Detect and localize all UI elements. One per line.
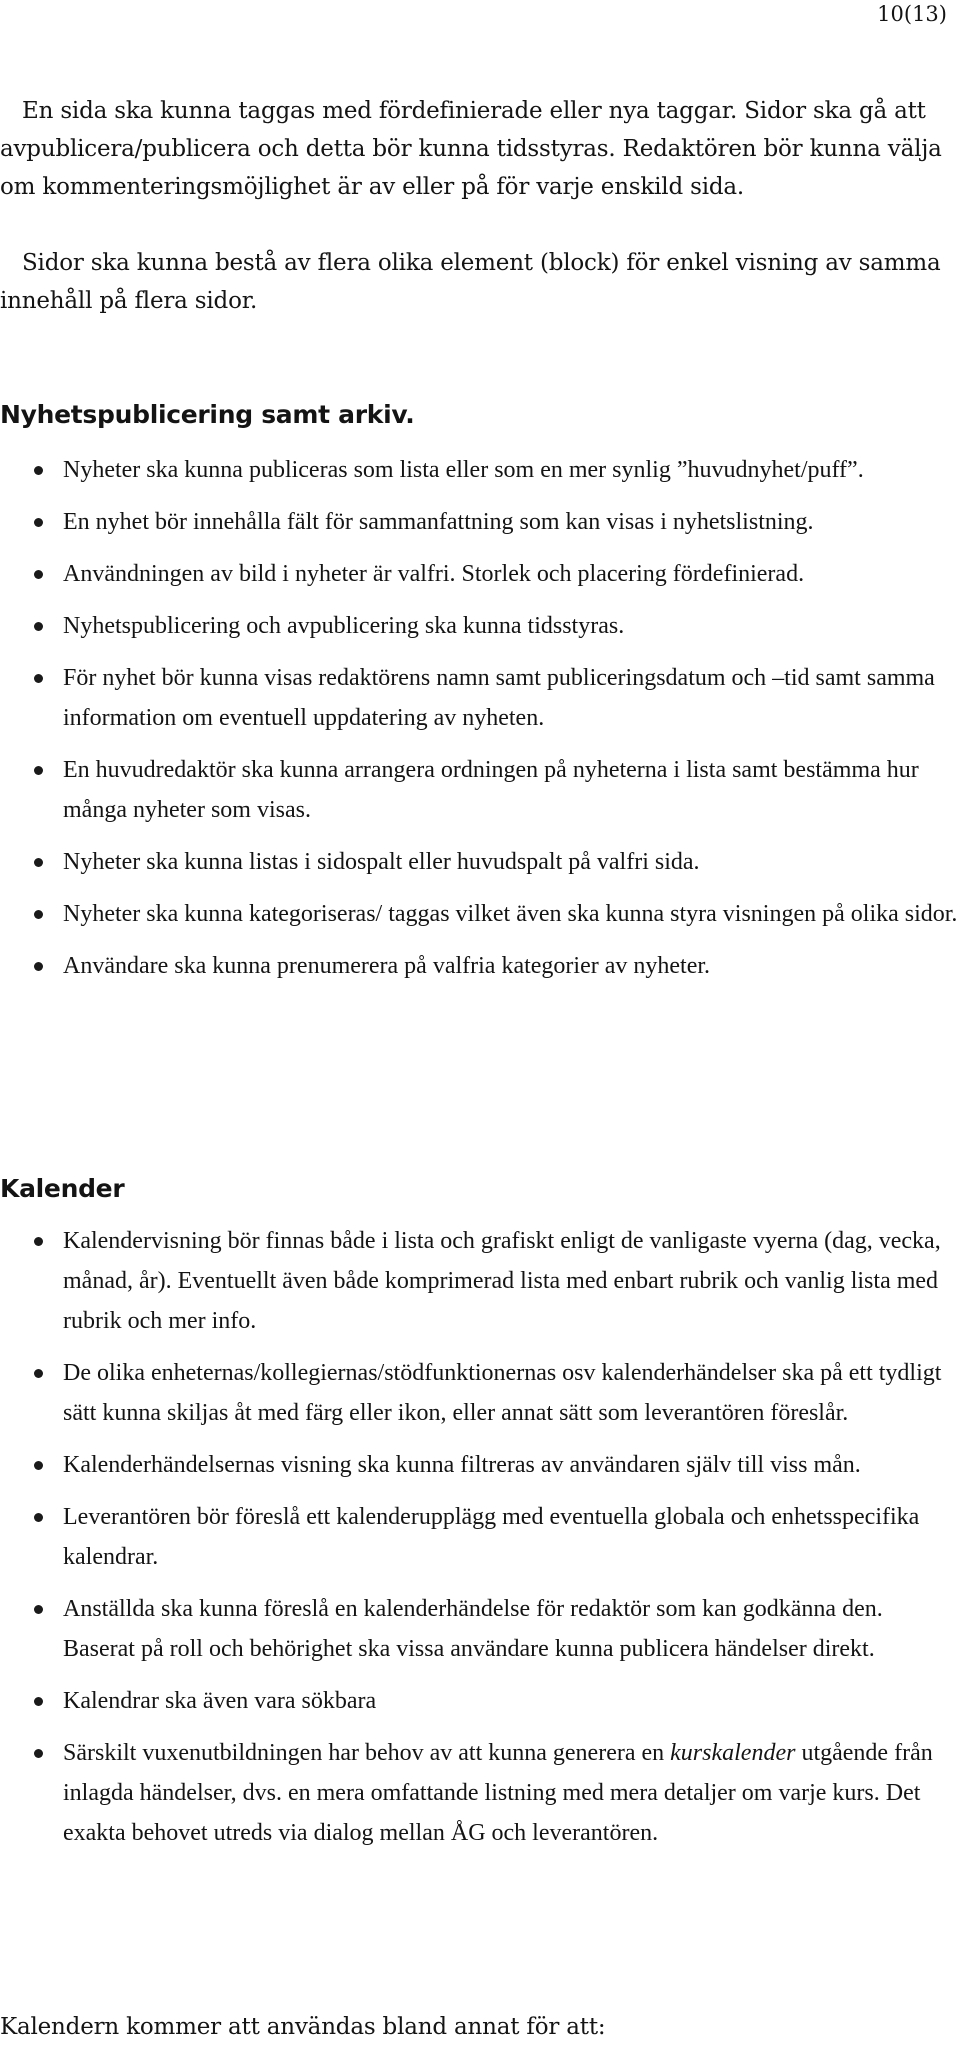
list-item [0, 1445, 958, 1485]
list-item-text: Kalenderhändelsernas visning ska kunna filtreras av användaren själv till viss mån. [63, 1452, 861, 1478]
list-item [0, 842, 958, 882]
bullet-icon [34, 910, 43, 919]
bullet-icon [34, 962, 43, 971]
list-item-text: Nyheter ska kunna listas i sidospalt eller huvudspalt på valfri sida. [63, 849, 700, 875]
calendar-section-heading: Kalender [0, 1174, 125, 1203]
bullet-icon [34, 466, 43, 475]
bullet-icon [34, 858, 43, 867]
list-item [0, 1681, 958, 1721]
list-item-text: Nyheter ska kunna publiceras som lista eller som en mer synlig ”huvudnyhet/puff”. [63, 457, 864, 483]
list-item-text: Användare ska kunna prenumerera på valfria kategorier av nyheter. [63, 953, 711, 979]
news-section-heading: Nyhetspublicering samt arkiv. [0, 400, 415, 429]
list-item [0, 1733, 958, 1853]
intro-paragraph-1: En sida ska kunna taggas med fördefinierade eller nya taggar. Sidor ska gå att avpublicera/publicera och detta bör kunna tidsstyras. Redaktören bör kunna välja om kommenteringsmöjlighet är av eller på för varje enskild sida. [0, 98, 942, 200]
bullet-icon [34, 766, 43, 775]
list-item [0, 946, 958, 986]
list-item-text: Kalendervisning bör finnas både i lista och grafiskt enligt de vanligaste vyerna (dag, vecka, månad, år). Eventuellt även både komprimerad lista med enbart rubrik och vanlig lista med rubrik och mer info. [63, 1228, 941, 1334]
list-item-text: Nyhetspublicering och avpublicering ska kunna tidsstyras. [63, 613, 625, 639]
list-item [0, 1589, 958, 1669]
list-item-text: Anställda ska kunna föreslå en kalenderhändelse för redaktör som kan godkänna den. Baserat på roll och behörighet ska vissa användare kunna publicera händelser direkt. [63, 1596, 883, 1662]
bullet-icon [34, 1605, 43, 1614]
list-item [0, 1497, 958, 1577]
bullet-icon [34, 1461, 43, 1470]
bullet-icon [34, 1697, 43, 1706]
kurskalender-emphasis: kurskalender [670, 1740, 796, 1766]
closing-line: Kalendern kommer att användas bland annat för att: [0, 2014, 606, 2040]
page-number: 10(13) [877, 2, 947, 26]
list-item [0, 450, 958, 490]
list-item [0, 750, 958, 830]
bullet-icon [34, 1237, 43, 1246]
list-item-text: Nyheter ska kunna kategoriseras/ taggas vilket även ska kunna styra visningen på olika sidor. [63, 901, 958, 927]
list-item [0, 658, 958, 738]
bullet-icon [34, 674, 43, 683]
bullet-icon [34, 1513, 43, 1522]
bullet-icon [34, 518, 43, 527]
list-item-text-end: utgående från inlagda händelser, dvs. en mera omfattande listning med mera detaljer om varje kurs. Det exakta behovet utreds via dialog mellan ÅG och leverantören. [63, 1740, 933, 1846]
list-item-text: Leverantören bör föreslå ett kalenderupplägg med eventuella globala och enhetsspecifika kalendrar. [63, 1504, 920, 1570]
intro-paragraph-2: Sidor ska kunna bestå av flera olika element (block) för enkel visning av samma innehåll på flera sidor. [0, 250, 941, 314]
list-item-text: En huvudredaktör ska kunna arrangera ordningen på nyheterna i lista samt bestämma hur många nyheter som visas. [63, 757, 919, 823]
list-item [0, 554, 958, 594]
list-item [0, 894, 958, 934]
bullet-icon [34, 622, 43, 631]
list-item-text: För nyhet bör kunna visas redaktörens namn samt publiceringsdatum och –tid samt samma information om eventuell uppdatering av nyheten. [63, 665, 935, 731]
list-item-text-start: Särskilt vuxenutbildningen har behov av att kunna generera en [63, 1740, 671, 1766]
list-item [0, 606, 958, 646]
list-item-text: Användningen av bild i nyheter är valfri. Storlek och placering fördefinierad. [63, 561, 805, 587]
list-item [0, 1353, 958, 1433]
list-item-text: Kalendrar ska även vara sökbara [63, 1688, 377, 1714]
list-item-text: De olika enheternas/kollegiernas/stödfunktionernas osv kalenderhändelser ska på ett tydligt sätt kunna skiljas åt med färg eller ikon, eller annat sätt som leverantören föreslår. [63, 1360, 942, 1426]
calendar-requirements-list [0, 1221, 958, 1865]
list-item-text: En nyhet bör innehålla fält för sammanfattning som kan visas i nyhetslistning. [63, 509, 814, 535]
bullet-icon [34, 570, 43, 579]
bullet-icon [34, 1369, 43, 1378]
list-item [0, 502, 958, 542]
news-requirements-list [0, 450, 958, 998]
bullet-icon [34, 1749, 43, 1758]
list-item [0, 1221, 958, 1341]
